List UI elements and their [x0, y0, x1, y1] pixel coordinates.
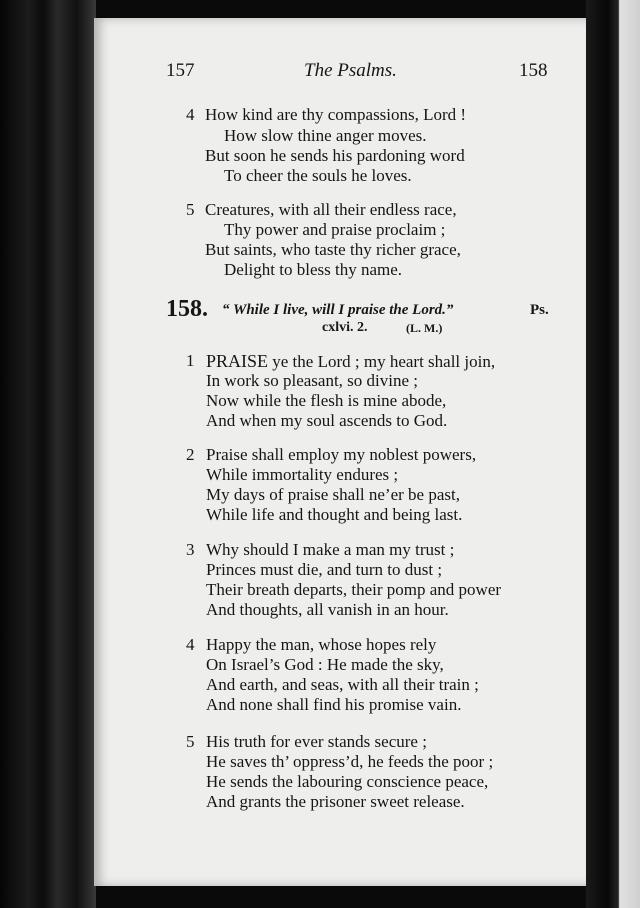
left-page-number: 157	[166, 60, 195, 81]
stanza-number: 1	[186, 351, 195, 370]
right-page-number: 158	[519, 60, 548, 81]
stanza-number: 5	[186, 200, 195, 219]
verse-line: How slow thine anger moves.	[224, 126, 427, 145]
verse-line: Delight to bless thy name.	[224, 260, 403, 279]
verse-line-rest: ye the Lord ; my heart shall join,	[268, 352, 496, 371]
verse-line: Creatures, with all their endless race,	[205, 200, 457, 219]
verse-line: How kind are thy compassions, Lord !	[205, 105, 467, 124]
drop-word: PRAISE	[206, 351, 269, 371]
stanza-number: 3	[186, 540, 195, 559]
verse-line: He sends the labouring conscience peace,	[206, 772, 489, 791]
scripture-reference: Ps.	[530, 302, 549, 318]
verse-line: Praise shall employ my noblest powers,	[206, 445, 477, 464]
verse-line: Princes must die, and turn to dust ;	[206, 560, 443, 579]
verse-line: Thy power and praise proclaim ;	[224, 220, 446, 239]
verse-line: While life and thought and being last.	[206, 505, 463, 524]
verse-line: But saints, who taste thy richer grace,	[205, 240, 461, 259]
verse-line: And none shall find his promise vain.	[206, 695, 462, 714]
stanza-number: 4	[186, 105, 195, 124]
hymn-title: “ While I live, will I praise the Lord.”	[222, 302, 454, 318]
running-title: The Psalms.	[304, 60, 397, 81]
scripture-reference-continued: cxlvi. 2.	[322, 320, 368, 335]
verse-line: And thoughts, all vanish in an hour.	[206, 600, 449, 619]
verse-line: Why should I make a man my trust ;	[206, 540, 455, 559]
verse-line: My days of praise shall ne’er be past,	[206, 485, 460, 504]
stanza-number: 2	[186, 445, 195, 464]
stanza-number: 4	[186, 635, 195, 654]
verse-line: But soon he sends his pardoning word	[205, 146, 465, 165]
verse-line: And grants the prisoner sweet release.	[206, 792, 465, 811]
verse-line: His truth for ever stands secure ;	[206, 732, 427, 751]
verse-line: And when my soul ascends to God.	[206, 411, 448, 430]
verse-line: Happy the man, whose hopes rely	[206, 635, 437, 654]
verse-line: Their breath departs, their pomp and power	[206, 580, 502, 599]
verse-line: In work so pleasant, so divine ;	[206, 371, 418, 390]
hymn-number: 158.	[166, 296, 208, 322]
verse-line: And earth, and seas, with all their train ;	[206, 675, 479, 694]
book-binding-left	[0, 0, 96, 908]
verse-line: He saves th’ oppress’d, he feeds the poor ;	[206, 752, 494, 771]
verse-line: To cheer the souls he loves.	[224, 166, 412, 185]
verse-line: Now while the flesh is mine abode,	[206, 391, 447, 410]
stanza-number: 5	[186, 732, 195, 751]
verse-line: On Israel’s God : He made the sky,	[206, 655, 444, 674]
hymn-meter: (L. M.)	[406, 321, 443, 335]
verse-line	[206, 351, 495, 372]
verse-line: While immortality endures ;	[206, 465, 399, 484]
book-edge-right	[586, 0, 640, 908]
